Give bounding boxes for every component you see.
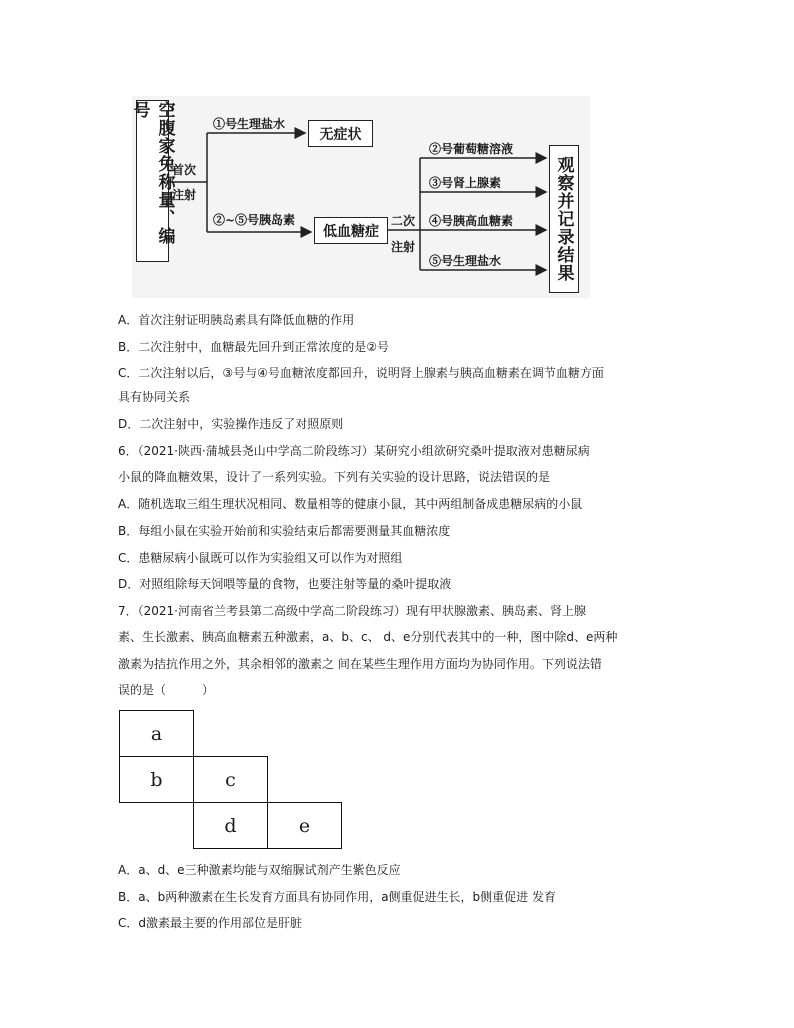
q6-option-d: D．对照组除每天饲喂等量的食物，也要注射等量的桑叶提取液	[118, 577, 452, 591]
q6-option-a: A．随机选取三组生理状况相同、数量相等的健康小鼠，其中两组制备成患糖尿病的小鼠	[118, 497, 583, 511]
q6-option-b: B．每组小鼠在实验开始前和实验结束后都需要测量其血糖浓度	[118, 524, 451, 538]
q5-option-b: B．二次注射中，血糖最先回升到正常浓度的是②号	[118, 340, 389, 354]
q7-stem-line-2: 素、生长激素、胰高血糖素五种激素，a、b、c、 d、e分别代表其中的一种，图中除d、e两种	[118, 630, 618, 644]
q7-stem-line-3: 激素为拮抗作用之外，其余相邻的激素之 间在某些生理作用方面均为协同作用。下列说法错	[118, 657, 602, 671]
second-item-3: ③号肾上腺素	[429, 176, 502, 190]
q6-option-c: C．患糖尿病小鼠既可以作为实验组又可以作为对照组	[118, 551, 403, 565]
second-item-4: ④号胰高血糖素	[429, 214, 514, 228]
q7-option-b: B．a、b两种激素在生长发育方面具有协同作用，a侧重促进生长，b侧重促进 发育	[118, 890, 556, 904]
branch2-label: ②~⑤号胰岛素	[213, 213, 296, 227]
branch1-label: ①号生理盐水	[213, 117, 286, 131]
q5-option-a: A．首次注射证明胰岛素具有降低血糖的作用	[118, 313, 355, 327]
q7-option-c: C．d激素最主要的作用部位是肝脏	[118, 916, 302, 930]
rabbit-box	[129, 100, 175, 262]
first-injection-label-2: 注射	[172, 188, 197, 202]
observe-box	[549, 145, 579, 293]
q7-option-a: A．a、d、e三种激素均能与双缩脲试剂产生紫色反应	[118, 863, 401, 877]
no-symptom-box	[308, 120, 373, 147]
grid-cell-b: b	[119, 756, 194, 803]
q7-stem-line-4: 误的是（ ）	[118, 683, 215, 697]
q5-option-c-cont: 具有协同关系	[118, 390, 191, 404]
second-injection-label-1: 二次	[391, 214, 416, 228]
grid-cell-e: e	[267, 802, 342, 849]
low-sugar-label: 低血糖症	[323, 223, 379, 240]
q7-stem-line-1: 7．（2021·河南省兰考县第二高级中学高二阶段练习）现有甲状腺激素、胰岛素、肾上腺	[118, 604, 586, 618]
grid-cell-d: d	[193, 802, 268, 849]
grid-cell-c: c	[193, 756, 268, 803]
second-item-5: ⑤号生理盐水	[429, 254, 502, 268]
first-injection-label-1: 首次	[172, 163, 197, 177]
rabbit-box-label: 空腹家兔称量、编号	[129, 101, 175, 245]
second-injection-label-2: 注射	[391, 240, 416, 254]
low-sugar-box	[314, 217, 388, 244]
q5-option-c: C．二次注射以后，③号与④号血糖浓度都回升，说明肾上腺素与胰高血糖素在调节血糖方面	[118, 366, 604, 380]
observe-label: 观察并记录结果	[553, 156, 574, 282]
flowchart-connectors	[0, 0, 794, 320]
q5-option-d: D．二次注射中，实验操作违反了对照原则	[118, 417, 344, 431]
no-symptom-label: 无症状	[319, 126, 362, 143]
q6-stem-line-2: 小鼠的降血糖效果，设计了一系列实验。下列有关实验的设计思路，说法错误的是	[118, 470, 551, 484]
grid-cell-a: a	[119, 710, 194, 757]
q6-stem-line-1: 6．（2021·陕西·蒲城县尧山中学高二阶段练习）某研究小组欲研究桑叶提取液对患糖尿病	[118, 444, 590, 458]
second-item-2: ②号葡萄糖溶液	[429, 142, 514, 156]
